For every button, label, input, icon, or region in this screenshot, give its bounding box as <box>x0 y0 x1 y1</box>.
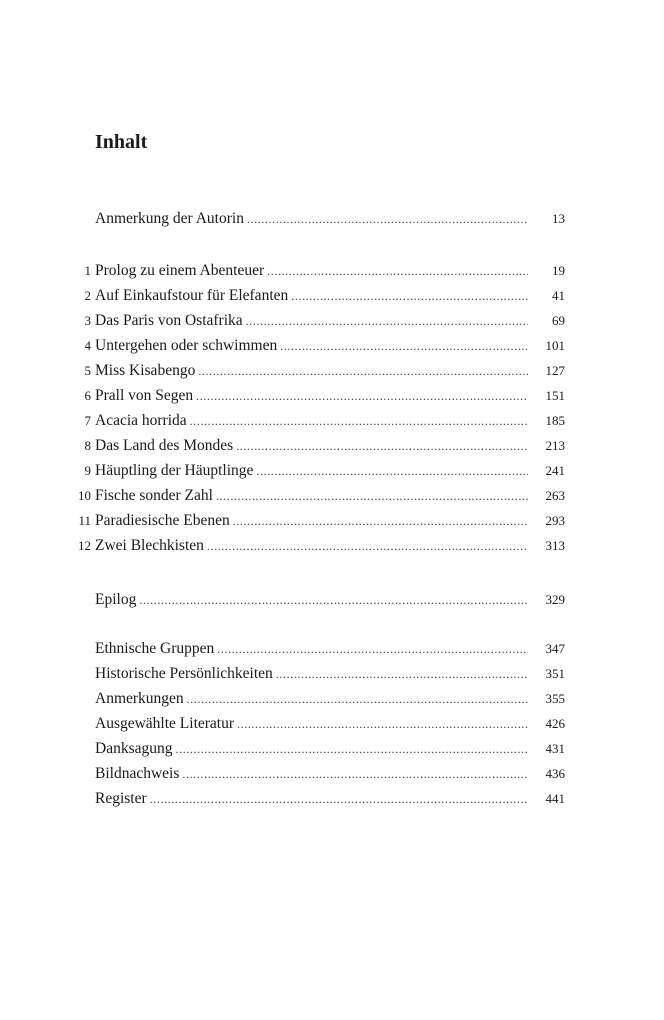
toc-entry-label: Register <box>95 790 147 807</box>
toc-entry <box>0 661 664 686</box>
toc-page-number: 185 <box>545 413 565 428</box>
toc-entry-label: Häuptling der Häuptlinge <box>95 462 254 479</box>
toc-entry-label: Ethnische Gruppen <box>95 640 215 657</box>
toc-page-number: 41 <box>552 288 565 303</box>
page-title: Inhalt <box>95 131 148 153</box>
dot-leader <box>276 662 528 687</box>
toc-page-number: 151 <box>545 388 565 403</box>
toc-entry <box>0 761 664 786</box>
toc-page-number: 13 <box>552 211 565 226</box>
toc-entry-label: Historische Persönlichkeiten <box>95 665 273 682</box>
toc-page-number: 101 <box>545 338 565 353</box>
dot-leader <box>216 484 528 509</box>
chapter-number: 7 <box>84 413 91 428</box>
toc-page-number: 313 <box>545 538 565 553</box>
toc-entry-label: Auf Einkaufstour für Elefanten <box>95 287 289 304</box>
toc-chapter-entry <box>0 508 664 533</box>
toc-page-number: 69 <box>552 313 565 328</box>
chapter-number: 5 <box>84 363 91 378</box>
toc-entry-label: Acacia horrida <box>95 412 187 429</box>
toc-chapter-entry <box>0 483 664 508</box>
toc-page-number: 436 <box>545 766 565 781</box>
toc-entry-label: Danksagung <box>95 740 173 757</box>
dot-leader <box>291 284 528 309</box>
toc-page-number: 426 <box>545 716 565 731</box>
toc-entry <box>0 786 664 811</box>
dot-leader <box>139 588 528 613</box>
toc-entry-label: Anmerkungen <box>95 690 184 707</box>
toc-chapter-entry <box>0 358 664 383</box>
toc-page-number: 293 <box>545 513 565 528</box>
toc-entry <box>0 636 664 661</box>
chapter-number: 1 <box>84 263 91 278</box>
toc-chapter-entry <box>0 433 664 458</box>
dot-leader <box>196 384 528 409</box>
dot-leader <box>150 787 528 812</box>
toc-entry <box>0 686 664 711</box>
toc-entry-label: Epilog <box>95 591 137 608</box>
toc-entry-label: Ausgewählte Literatur <box>95 715 235 732</box>
chapter-number: 3 <box>84 313 91 328</box>
toc-entry <box>0 587 664 612</box>
dot-leader <box>198 359 528 384</box>
dot-leader <box>233 509 528 534</box>
toc-entry-label: Prall von Segen <box>95 387 194 404</box>
toc-entry <box>0 736 664 761</box>
toc-entry-label: Zwei Blechkisten <box>95 537 204 554</box>
toc-page-number: 213 <box>545 438 565 453</box>
dot-leader <box>247 207 528 232</box>
dot-leader <box>246 309 528 334</box>
toc-page-number: 351 <box>545 666 565 681</box>
dot-leader <box>237 712 528 737</box>
dot-leader <box>207 534 528 559</box>
toc-page-number: 127 <box>545 363 565 378</box>
chapter-number: 8 <box>84 438 91 453</box>
toc-chapters-section <box>0 258 664 558</box>
dot-leader <box>182 762 528 787</box>
toc-intro-section <box>0 206 664 231</box>
toc-entry-label: Paradiesische Ebenen <box>95 512 230 529</box>
toc-entry-label: Bildnachweis <box>95 765 180 782</box>
toc-entry-label: Miss Kisabengo <box>95 362 196 379</box>
toc-entry-label: Das Land des Mondes <box>95 437 234 454</box>
toc-appendix-section <box>0 636 664 811</box>
toc-entry-label: Untergehen oder schwimmen <box>95 337 278 354</box>
dot-leader <box>236 434 528 459</box>
dot-leader <box>267 259 528 284</box>
toc-chapter-entry <box>0 308 664 333</box>
chapter-number: 11 <box>78 513 91 528</box>
chapter-number: 4 <box>84 338 91 353</box>
toc-entry-label: Prolog zu einem Abenteuer <box>95 262 265 279</box>
toc-page-number: 355 <box>545 691 565 706</box>
toc-page-number: 329 <box>545 592 565 607</box>
toc-chapter-entry <box>0 258 664 283</box>
toc-page-number: 347 <box>545 641 565 656</box>
dot-leader <box>176 737 529 762</box>
toc-chapter-entry <box>0 458 664 483</box>
chapter-number: 12 <box>78 538 91 553</box>
toc-page-number: 441 <box>545 791 565 806</box>
toc-page-number: 241 <box>545 463 565 478</box>
toc-page-number: 263 <box>545 488 565 503</box>
chapter-number: 10 <box>78 488 91 503</box>
dot-leader <box>256 459 528 484</box>
toc-entry-label: Fische sonder Zahl <box>95 487 213 504</box>
dot-leader <box>187 687 528 712</box>
toc-entry-label: Das Paris von Ostafrika <box>95 312 243 329</box>
chapter-number: 9 <box>84 463 91 478</box>
chapter-number: 6 <box>84 388 91 403</box>
toc-page-number: 431 <box>545 741 565 756</box>
toc-chapter-entry <box>0 333 664 358</box>
dot-leader <box>190 409 528 434</box>
toc-entry <box>0 711 664 736</box>
toc-entry-label: Anmerkung der Autorin <box>95 210 244 227</box>
toc-chapter-entry <box>0 533 664 558</box>
toc-epilog-section <box>0 587 664 612</box>
toc-chapter-entry <box>0 408 664 433</box>
chapter-number: 2 <box>84 288 91 303</box>
dot-leader <box>217 637 528 662</box>
toc-chapter-entry <box>0 383 664 408</box>
dot-leader <box>280 334 528 359</box>
toc-entry <box>0 206 664 231</box>
toc-chapter-entry <box>0 283 664 308</box>
toc-page-number: 19 <box>552 263 565 278</box>
